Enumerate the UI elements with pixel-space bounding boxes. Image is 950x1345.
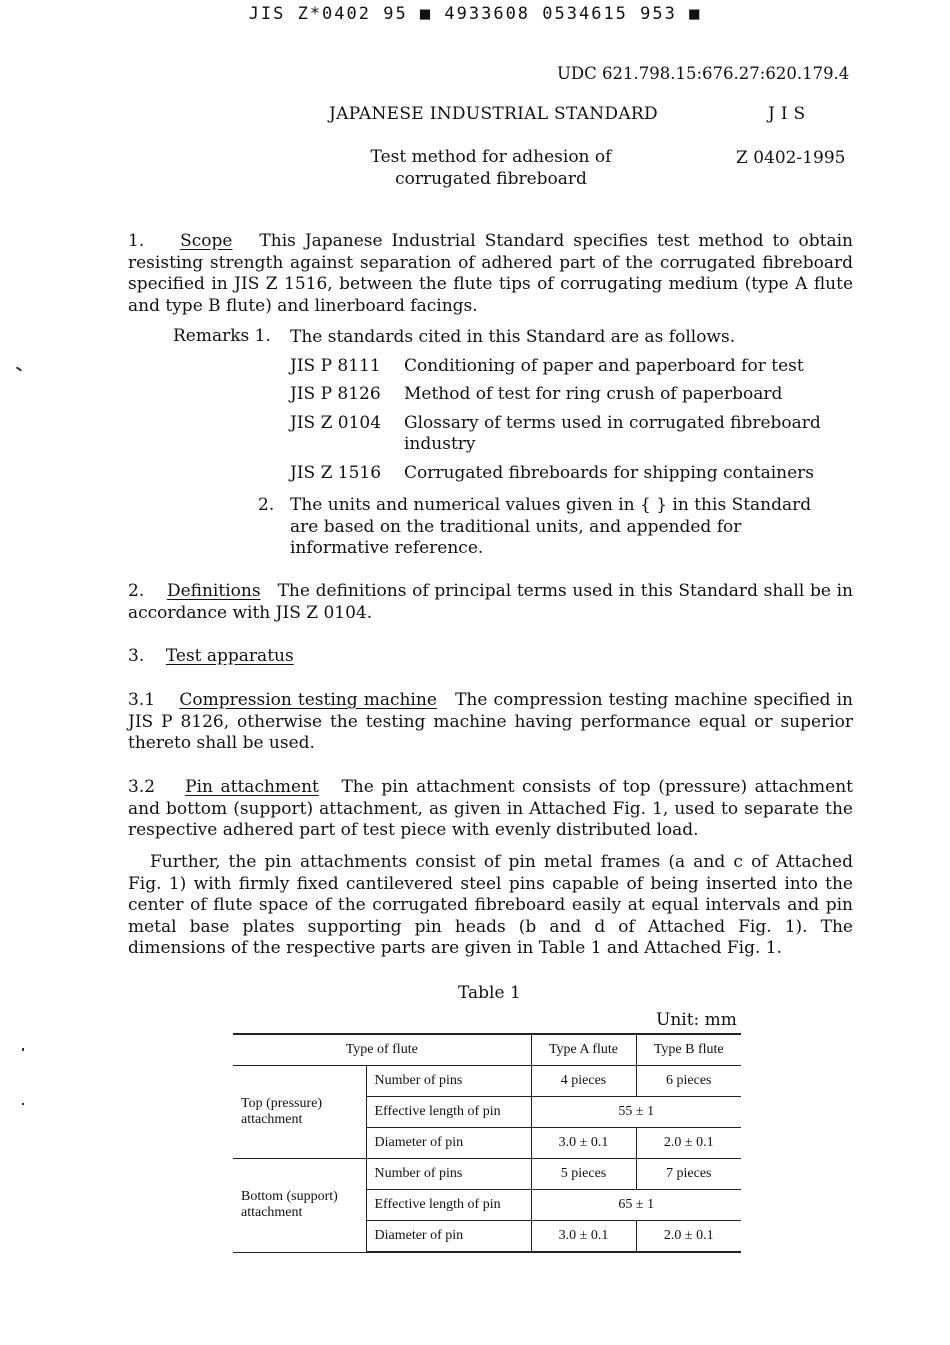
section-heading: Pin attachment — [185, 777, 319, 797]
remark-2-number: 2. — [258, 495, 275, 515]
value-cell: 2.0 ± 0.1 — [636, 1221, 741, 1253]
ref-code: JIS P 8111 — [290, 356, 381, 376]
section-compression-machine — [128, 690, 853, 755]
section-number: 2. — [128, 581, 145, 601]
ref-title: Corrugated fibreboards for shipping containers — [404, 463, 815, 483]
value-cell: 6 pieces — [636, 1066, 741, 1097]
section-number: 1. — [128, 231, 145, 251]
value-cell: 3.0 ± 0.1 — [531, 1128, 636, 1159]
standard-mark: JIS — [768, 104, 812, 124]
header-cell: Type B flute — [636, 1034, 741, 1066]
header-cell: Type A flute — [531, 1034, 636, 1066]
ref-title: Method of test for ring crush of paperboard — [404, 384, 783, 404]
standard-number: Z 0402-1995 — [736, 148, 846, 168]
pin-dimensions-table — [233, 1033, 741, 1253]
section-text: The pin attachment consists of top (pressure) attachment and bottom (support) attachment, as given in Attached Fig. 1, used to separate the respective adhered part of test piece with evenly distributed load. — [128, 777, 854, 840]
header-cell: Type of flute — [233, 1034, 531, 1066]
value-cell: 7 pieces — [636, 1159, 741, 1190]
section-number: 3.2 — [128, 777, 156, 797]
section-pin-attachment — [128, 777, 853, 842]
section-text: The compression testing machine specified in JIS P 8126, otherwise the testing machine having performance equal or superior thereto shall be used. — [128, 690, 853, 753]
remark-1-text: The standards cited in this Standard are as follows. — [290, 327, 736, 347]
value-cell: 4 pieces — [531, 1066, 636, 1097]
ref-title: Glossary of terms used in corrugated fibreboard industry — [404, 413, 821, 454]
value-cell: 5 pieces — [531, 1159, 636, 1190]
section-heading: Scope — [180, 231, 233, 251]
section-text: This Japanese Industrial Standard specifies test method to obtain resisting strength against separation of adhered part of the corrugated fibreboard specified in JIS Z 1516, between the flute tips of corrugating medium (type A flute and type B flute) and linerboard facings. — [128, 231, 853, 316]
table-caption: Table 1 — [458, 983, 521, 1003]
udc-number: UDC 621.798.15:676.27:620.179.4 — [557, 64, 850, 83]
scan-header: JIS Z*0402 95 ■ 4933608 0534615 953 ■ — [248, 4, 702, 24]
scan-speck — [22, 1048, 24, 1051]
scan-speck — [22, 1103, 24, 1105]
table-unit: Unit: mm — [656, 1010, 737, 1030]
section-definitions — [128, 581, 853, 624]
item-cell: Effective length of pin — [366, 1190, 531, 1221]
item-cell: Diameter of pin — [366, 1221, 531, 1253]
standard-type: JAPANESE INDUSTRIAL STANDARD — [329, 104, 658, 124]
ref-code: JIS Z 1516 — [290, 463, 382, 483]
group-label: Top (pressure) attachment — [233, 1066, 366, 1159]
value-cell: 3.0 ± 0.1 — [531, 1221, 636, 1253]
value-cell: 2.0 ± 0.1 — [636, 1128, 741, 1159]
value-cell: 55 ± 1 — [531, 1097, 741, 1128]
section-heading: Compression testing machine — [179, 690, 437, 710]
section-pin-attachment-detail: Further, the pin attachments consist of pin metal frames (a and c of Attached Fig. 1) with firmly fixed cantilevered steel pins capable of being inserted into the center of flute space of the corrugated fibreboard easily at equal intervals and pin metal base plates supporting pin heads (b and d of Attached Fig. 1). The dimensions of the respective parts are given in Table 1 and Attached Fig. 1. — [128, 852, 853, 958]
section-number: 3. — [128, 646, 145, 666]
section-number: 3.1 — [128, 690, 156, 710]
ref-code: JIS P 8126 — [290, 384, 381, 404]
group-label: Bottom (support) attachment — [233, 1159, 366, 1253]
remarks-label: Remarks 1. — [173, 326, 271, 346]
ref-title: Conditioning of paper and paperboard for test — [404, 356, 804, 376]
value-cell: 65 ± 1 — [531, 1190, 741, 1221]
section-test-apparatus — [128, 646, 853, 668]
section-heading: Test apparatus — [165, 646, 294, 666]
item-cell: Effective length of pin — [366, 1097, 531, 1128]
scan-speck — [16, 366, 22, 371]
ref-code: JIS Z 0104 — [290, 413, 382, 433]
section-heading: Definitions — [166, 581, 261, 601]
item-cell: Number of pins — [366, 1159, 531, 1190]
standard-title: Test method for adhesion of corrugated fibreboard — [370, 147, 612, 189]
remark-2-text: The units and numerical values given in { } in this Standard are based on the traditional units, and appended for informative reference. — [290, 495, 812, 558]
section-text: The definitions of principal terms used in this Standard shall be in accordance with JIS Z 0104. — [128, 581, 853, 623]
table-header-row — [233, 1034, 741, 1066]
item-cell: Number of pins — [366, 1066, 531, 1097]
item-cell: Diameter of pin — [366, 1128, 531, 1159]
table-row — [233, 1159, 741, 1190]
section-scope — [128, 231, 853, 317]
table-row — [233, 1066, 741, 1097]
